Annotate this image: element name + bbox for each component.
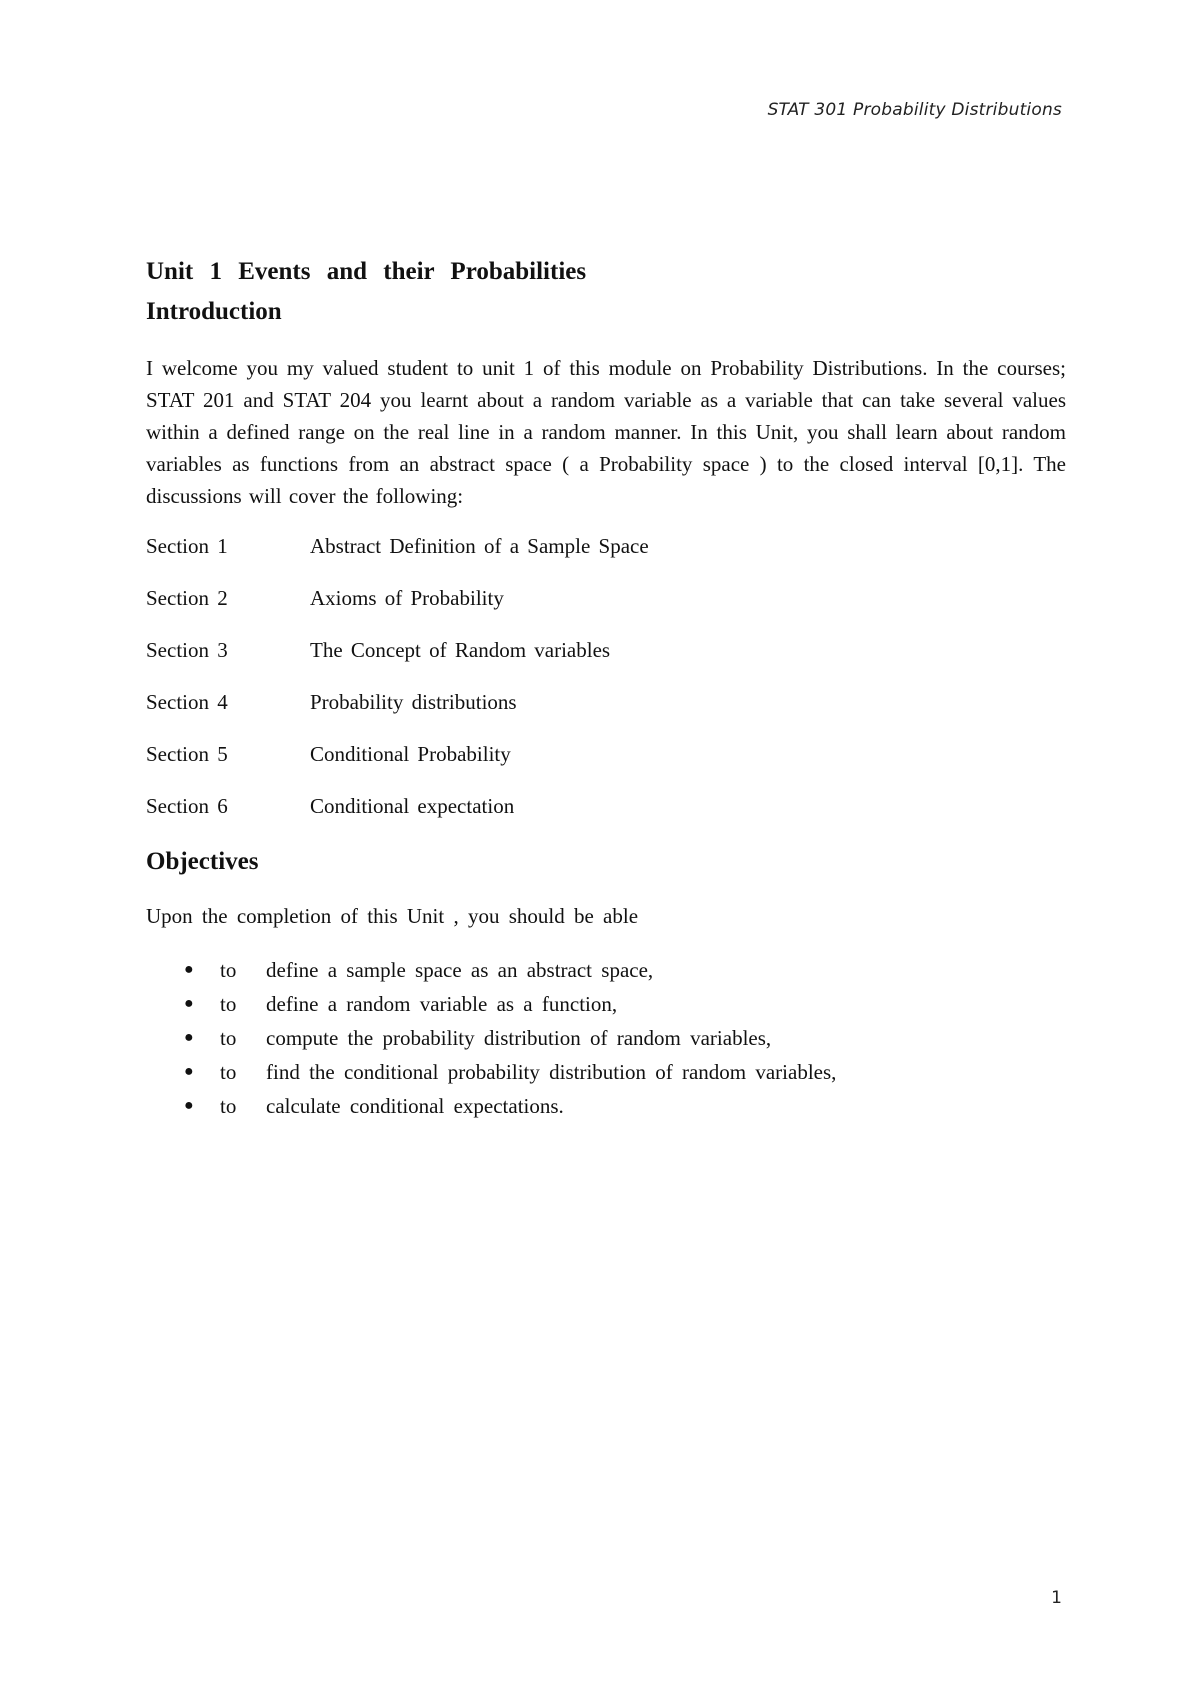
objective-text: define a random variable as a function,: [266, 992, 618, 1016]
section-title: Conditional Probability: [310, 742, 511, 766]
objectives-list: [146, 954, 1066, 1124]
bullet-icon: ●: [184, 995, 194, 1012]
bullet-icon: ●: [184, 961, 194, 978]
section-title: Probability distributions: [310, 690, 517, 714]
section-row: [146, 582, 1066, 634]
section-row: [146, 686, 1066, 738]
introduction-heading: Introduction: [146, 298, 282, 325]
section-label: Section 6: [146, 794, 228, 818]
bullet-icon: ●: [184, 1097, 194, 1114]
objectives-heading: Objectives: [146, 848, 259, 875]
objective-item: [184, 954, 1066, 988]
objective-item: [184, 1056, 1066, 1090]
objective-text: find the conditional probability distribution of random variables,: [266, 1060, 837, 1084]
objectives-lead: Upon the completion of this Unit , you should be able: [146, 904, 639, 928]
section-label: Section 2: [146, 586, 228, 610]
objective-prefix: to: [220, 958, 237, 982]
bullet-icon: ●: [184, 1063, 194, 1080]
unit-title: Unit 1 Events and their Probabilities: [146, 258, 587, 285]
section-title: Axioms of Probability: [310, 586, 504, 610]
objective-item: [184, 988, 1066, 1022]
section-row: [146, 634, 1066, 686]
section-label: Section 1: [146, 534, 228, 558]
page-body: [146, 252, 1066, 1124]
introduction-paragraph: I welcome you my valued student to unit 1 of this module on Probability Distributions. In the courses; STAT 201 and STAT 204 you learnt about a random variable as a variable that can take several values within a defined range on the real line in a random manner. In this Unit, you shall learn about random variables as functions from an abstract space ( a Probability space ) to the closed interval [0,1]. The discussions will cover the following:: [146, 356, 1066, 508]
objective-text: define a sample space as an abstract space,: [266, 958, 654, 982]
bullet-icon: ●: [184, 1029, 194, 1046]
section-row: [146, 790, 1066, 842]
page-number: 1: [1051, 1588, 1062, 1608]
section-title: Conditional expectation: [310, 794, 515, 818]
section-list: [146, 530, 1066, 842]
running-header: STAT 301 Probability Distributions: [767, 100, 1062, 120]
objective-prefix: to: [220, 1094, 237, 1118]
section-label: Section 4: [146, 690, 228, 714]
objective-text: calculate conditional expectations.: [266, 1094, 564, 1118]
section-label: Section 5: [146, 742, 228, 766]
objective-item: [184, 1090, 1066, 1124]
section-title: Abstract Definition of a Sample Space: [310, 534, 649, 558]
objective-prefix: to: [220, 992, 237, 1016]
section-row: [146, 530, 1066, 582]
section-row: [146, 738, 1066, 790]
objective-prefix: to: [220, 1026, 237, 1050]
section-title: The Concept of Random variables: [310, 638, 611, 662]
section-label: Section 3: [146, 638, 228, 662]
objective-prefix: to: [220, 1060, 237, 1084]
objective-text: compute the probability distribution of random variables,: [266, 1026, 772, 1050]
objective-item: [184, 1022, 1066, 1056]
